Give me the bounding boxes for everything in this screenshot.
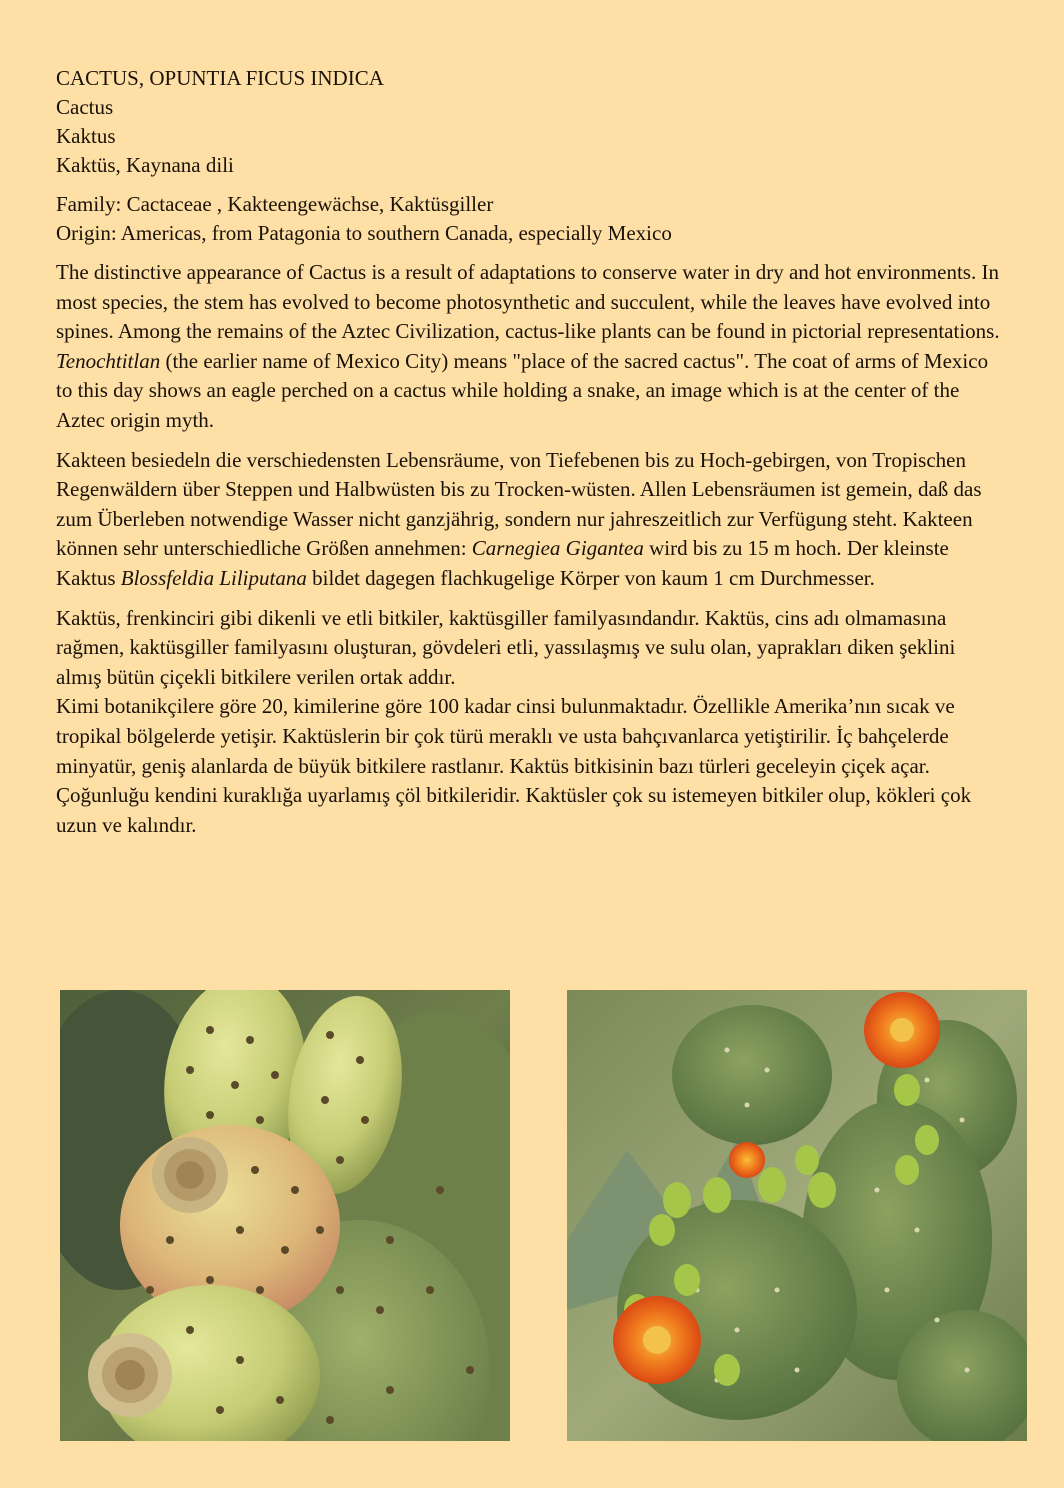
english-text-2: (the earlier name of Mexico City) means "place of the sacred cactus". The coat of arms of Mexico to this day shows an eagle perched on a cactus while holding a snake, an image which is at the center of the Aztec origin myth. — [56, 348, 989, 432]
german-italic-2: Blossfeldia Liliputana — [120, 565, 307, 590]
german-text-2: wird bis zu 15 m hoch. Der kleinste Kaktus — [56, 536, 949, 590]
german-name: Kaktus — [56, 124, 116, 148]
german-paragraph — [56, 446, 1006, 594]
family-line: Family: Cactaceae , Kakteengewächse, Kaktüsgiller — [56, 192, 494, 216]
german-italic-1: Carnegiea Gigantea — [471, 536, 644, 561]
plant-names — [56, 64, 1006, 180]
cactus-flower-illustration — [567, 990, 1027, 1441]
cactus-fruit-photo — [60, 990, 510, 1441]
turkish-text-1: Kaktüs, frenkinciri gibi dikenli ve etli bitkiler, kaktüsgiller familyasındandır. Kaktüs, cins adı olmamasına rağmen, kaktüsgiller familyasını oluşturan, gövdeleri etli, yassılaşmış ve sulu olan, yaprakları diken şeklini almış bütün çiçekli bitkilere verilen ortak addır. — [56, 605, 956, 689]
plant-title: CACTUS, OPUNTIA FICUS INDICA — [56, 66, 384, 90]
origin-line: Origin: Americas, from Patagonia to southern Canada, especially Mexico — [56, 221, 672, 245]
cactus-flower-photo — [567, 990, 1027, 1441]
document-body — [56, 64, 1006, 840]
english-italic-1: Tenochtitlan — [56, 348, 161, 373]
english-text-1: The distinctive appearance of Cactus is a result of adaptations to conserve water in dry and hot environments. In most species, the stem has evolved to become photosynthetic and succulent, while the leaves have evolved into spines. Among the remains of the Aztec Civilization, cactus-like plants can be found in pictorial representations. — [56, 260, 1000, 344]
german-text-3: bildet dagegen flachkugelige Körper von kaum 1 cm Durchmesser. — [306, 565, 875, 590]
cactus-fruit-illustration — [60, 990, 510, 1441]
plant-meta — [56, 190, 1006, 248]
german-text-1: Kakteen besiedeln die verschiedensten Lebensräume, von Tiefebenen bis zu Hoch-gebirgen, von Tropischen Regenwäldern über Steppen und Halbwüsten bis zu Trocken-wüsten. Allen Lebensräumen ist gemein, daß das zum Überleben notwendige Wasser nicht ganzjährig, sondern nur jahreszeitlich zur Verfügung steht. Kakteen können sehr unterschiedliche Größen annehmen: — [56, 447, 982, 561]
english-paragraph — [56, 258, 1006, 436]
english-name: Cactus — [56, 95, 114, 119]
turkish-paragraph — [56, 604, 1006, 841]
turkish-name: Kaktüs, Kaynana dili — [56, 153, 234, 177]
turkish-text-2: Kimi botanikçilere göre 20, kimilerine göre 100 kadar cinsi bulunmaktadır. Özellikle Amerika’nın sıcak ve tropikal bölgelerde yetişir. Kaktüslerin bir çok türü meraklı ve usta bahçıvanlarca yetiştirilir. İç bahçelerde minyatür, geniş alanlarda de büyük bitkilere rastlanır. Kaktüs bitkisinin bazı türleri geceleyin çiçek açar. Çoğunluğu kendini kuraklığa uyarlamış çöl bitkileridir. Kaktüsler çok su istemeyen bitkiler olup, kökleri çok uzun ve kalındır. — [56, 694, 972, 837]
